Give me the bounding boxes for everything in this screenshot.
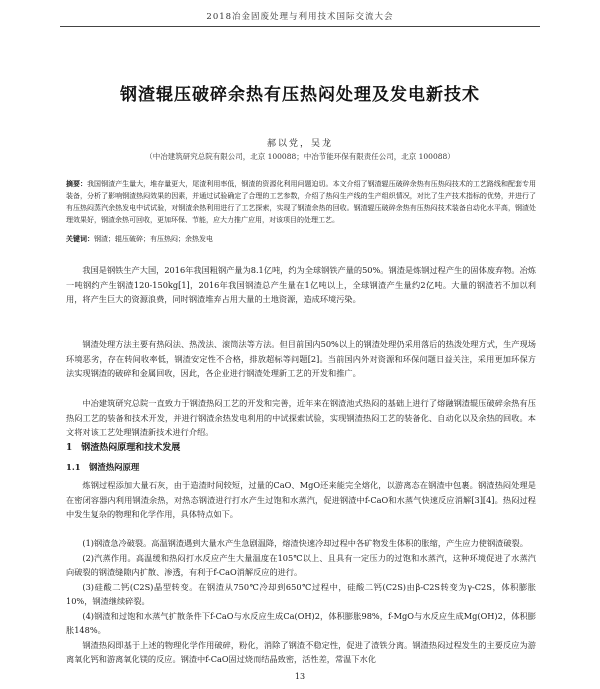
keywords-block [66, 233, 536, 245]
principle-paragraph [66, 478, 536, 522]
header-divider [60, 26, 540, 27]
list-item: (2)汽蒸作用。高温缓和热闷打水反应产生大量温度在105℃以上、且具有一定压力的过饱和水蒸汽，这种环境促进了水蒸汽向破裂的钢渣缝隙内扩散、渗透，有利于f-CaO消解反应的进行。 [66, 552, 536, 577]
page-number: 13 [294, 672, 306, 681]
paper-title: 钢渣辊压破碎余热有压热闷处理及发电新技术 [120, 85, 480, 105]
paper-authors: 郝以党，吴龙 [266, 139, 333, 149]
list-item: (1)钢渣急冷破裂。高温钢渣遇到大量水产生急剧温降，熔渣快速冷却过程中各矿物发生体积的胀缩，产生应力使钢渣破裂。 [82, 538, 528, 548]
paragraph-text: 中冶建筑研究总院一直致力于钢渣热闷工艺的开发和完善，近年来在钢渣池式热闷的基础上进行了熔融钢渣辊压破碎余热有压热闷工艺的装备和技术开发，并进行钢渣余热发电利用的中试探索试验，实现钢渣热闷工艺的装备化、自动化以及余热的回收。本文将对该工艺处理钢渣新技术进行介绍。 [66, 398, 536, 437]
principle-list [66, 536, 536, 667]
intro-paragraph-2 [66, 337, 536, 381]
intro-paragraph-1 [66, 263, 536, 307]
abstract-block [66, 178, 536, 226]
abstract-label: 摘要： [66, 179, 88, 188]
keywords-label: 关键词： [66, 234, 94, 243]
paragraph-text: 钢渣处理方法主要有热闷法、热泼法、滚筒法等方法。但目前国内50%以上的钢渣处理仍采用落后的热泼处理方式，生产现场环境恶劣，存在转间收率低，钢渣安定性不合格，排放超标等问题[2]。当前国内外对资源和环保问题日益关注，采用更加环保方法实现钢渣的破碎和金属回收，因此，各企业进行钢渣处理新工艺的开发和推广。 [66, 339, 536, 378]
running-header: 2018冶金固废处理与利用技术国际交流大会 [206, 12, 394, 22]
intro-paragraph-3 [66, 396, 536, 440]
paragraph-text: 炼钢过程添加大量石灰，由于造渣时间较短，过量的CaO、MgO还来能完全熔化，以游离态在钢渣中包裹。钢渣热闷处理是在密闭容器内利用钢渣余热，对热态钢渣进行打水产生过饱和水蒸汽，促进钢渣中f-CaO和水蒸气快速反应消解[3][4]。热闷过程中发生复杂的物理和化学作用，具体特点如下。 [66, 480, 536, 519]
paragraph-text: 我国是钢铁生产大国，2016年我国粗钢产量为8.1亿吨，约为全球钢铁产量的50%。钢渣是炼钢过程产生的固体废弃物。冶炼一吨钢约产生钢渣120-150kg[1]，2016年我国钢渣总产生量在1亿吨以上，全球钢渣产生量约2亿吨。大量的钢渣若不加以利用，将产生巨大的资源浪费，同时钢渣堆弃占用大量的土地资源，造成环境污染。 [66, 265, 536, 304]
section-heading-1-1: 1.1 钢渣热闷原理 [66, 462, 140, 472]
keywords-text: 钢渣；辊压破碎；有压热闷；余热发电 [94, 235, 213, 243]
list-item: (3)硅酸二钙(C2S)晶型转变。在钢渣从750℃冷却到650℃过程中，硅酸二钙(C2S)由β-C2S转变为γ-C2S，体积膨胀10%，钢渣继续碎裂。 [66, 581, 536, 606]
abstract-text: 我国钢渣产生量大，堆存量更大，尾渣利用率低，钢渣的资源化利用问题迫切。本文介绍了钢渣辊压破碎余热有压热闷技术的工艺路线和配套专用装备，分析了影响钢渣热闷效果的因素，并通过试验确定了合理的工艺参数，介绍了热闷生产线的生产组织情况，对比了生产技术指标的优势，并进行了有压热闷蒸汽余热发电中试试验，对钢渣余热利用进行了工艺探索，实现了钢渣余热的回收。钢渣辊压破碎余热有压热闷技术装备自动化水平高，钢渣处理效果好，钢渣余热可回收，更加环保、节能，应大力推广应用，对该项目的处理工艺。 [66, 180, 536, 224]
list-item: (4)钢渣和过饱和水蒸气扩散条件下f-CaO与水反应生成Ca(OH)2，体积膨胀98%，f-MgO与水反应生成Mg(OH)2，体积膨胀148%。 [66, 610, 536, 635]
paper-affiliation: （中冶建筑研究总院有限公司，北京 100088；中冶节能环保有限责任公司，北京 100088） [145, 152, 455, 161]
section-heading-1: 1 钢渣热闷原理和技术发展 [66, 443, 181, 453]
list-item: 钢渣热闷即基于上述的物理化学作用破碎，粉化，消除了钢渣不稳定性，促进了渣铁分离。钢渣热闷过程发生的主要反应为游离氧化钙和游离氧化镁的反应。钢渣中f-CaO固过烧而结晶致密，活性差，常温下水化 [66, 639, 536, 664]
